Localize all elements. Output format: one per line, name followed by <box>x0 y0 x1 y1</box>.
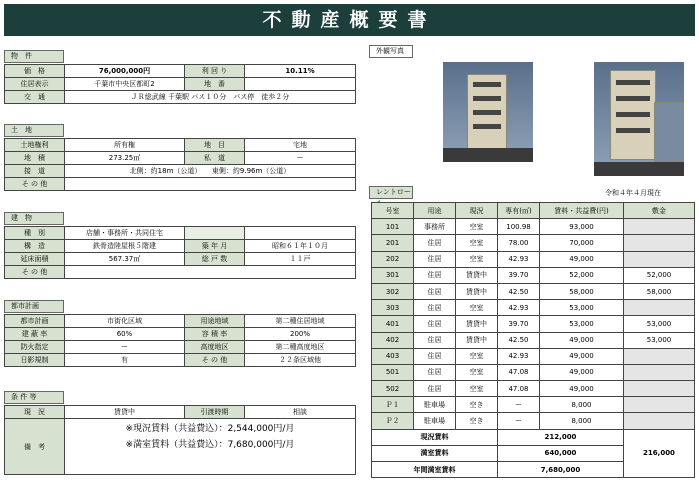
rent-roll-table <box>371 202 695 478</box>
lot-label: 地 番 <box>185 78 245 91</box>
rent-room: Ｐ１ <box>372 397 414 413</box>
rent-row <box>372 235 695 251</box>
status-label: 現 況 <box>5 406 65 419</box>
rent-amount: 52,000 <box>540 267 624 283</box>
rent-area: 42.93 <box>498 348 540 364</box>
rent-amount: 49,000 <box>540 364 624 380</box>
exterior-photo-2 <box>594 62 684 176</box>
rent-area: 42.93 <box>498 251 540 267</box>
height-value: 第二種高度地区 <box>245 341 356 354</box>
page-title: 不動産概要書 <box>4 4 695 36</box>
rent-room: 302 <box>372 283 414 299</box>
annual-rent-label: 年間満室賃料 <box>372 462 498 478</box>
rent-area: 39.70 <box>498 267 540 283</box>
rent-deposit: 53,000 <box>624 332 695 348</box>
height-label: 高度地区 <box>185 341 245 354</box>
frontage-label: 接 道 <box>5 165 65 178</box>
rent-amount: 49,000 <box>540 332 624 348</box>
handover-value: 相談 <box>245 406 356 419</box>
handover-label: 引渡時期 <box>185 406 245 419</box>
remark-full-rent: ※満室賃料（共益費込）：7,680,000円/月 <box>125 440 295 450</box>
exterior-photo-1 <box>443 62 533 162</box>
address-value: 千葉市中央区都町2 <box>65 78 185 91</box>
rent-room: 502 <box>372 381 414 397</box>
rent-row <box>372 300 695 316</box>
rent-use: 事務所 <box>414 219 456 235</box>
rent-status: 賃貸中 <box>456 332 498 348</box>
rent-area: 42.50 <box>498 332 540 348</box>
rent-status: 賃貸中 <box>456 267 498 283</box>
conditions-table <box>4 405 356 475</box>
land-area-label: 地 積 <box>5 152 65 165</box>
rent-header-cell: 号室 <box>372 203 414 219</box>
land-category-label: 地 目 <box>185 139 245 152</box>
deposit-total: 216,000 <box>624 429 695 478</box>
built-label: 築 年 月 <box>185 240 245 253</box>
rent-amount: 93,000 <box>540 219 624 235</box>
annual-rent-value: 7,680,000 <box>498 462 624 478</box>
rent-area: 42.93 <box>498 300 540 316</box>
built-value: 昭和６１年１０月 <box>245 240 356 253</box>
rent-status: 空き <box>456 397 498 413</box>
city-plan-value: 市街化区域 <box>65 315 185 328</box>
private-road-label: 私 道 <box>185 152 245 165</box>
planning-other-value: ２２条区域他 <box>245 354 356 367</box>
rent-area: 100.98 <box>498 219 540 235</box>
status-value: 賃貸中 <box>65 406 185 419</box>
rent-deposit <box>624 235 695 251</box>
rent-deposit <box>624 219 695 235</box>
full-rent-label: 満室賃料 <box>372 445 498 461</box>
rent-header-cell: 現況 <box>456 203 498 219</box>
rent-use: 住居 <box>414 251 456 267</box>
building-type-value: 店舗・事務所・共同住宅 <box>65 227 185 240</box>
price-value: 76,000,000円 <box>65 65 185 78</box>
rent-area: 47.08 <box>498 364 540 380</box>
full-rent-value: 640,000 <box>498 445 624 461</box>
rent-row <box>372 219 695 235</box>
rent-status: 空室 <box>456 348 498 364</box>
units-label: 総 戸 数 <box>185 253 245 266</box>
rent-amount: 8,000 <box>540 413 624 429</box>
building-table <box>4 226 356 279</box>
rent-use: 住居 <box>414 316 456 332</box>
photo-label: 外観写真 <box>369 45 413 58</box>
rent-amount: 8,000 <box>540 397 624 413</box>
building-other-label: そ の 他 <box>5 266 65 279</box>
rent-header-cell: 賃料・共益費(円) <box>540 203 624 219</box>
building-other-value <box>65 266 356 279</box>
rent-deposit <box>624 381 695 397</box>
rent-amount: 49,000 <box>540 251 624 267</box>
rent-room: 403 <box>372 348 414 364</box>
coverage-value: 60% <box>65 328 185 341</box>
rent-use: 住居 <box>414 364 456 380</box>
building-type-empty <box>245 227 356 240</box>
land-section-label: 土 地 <box>4 124 64 137</box>
structure-value: 鉄骨造陸屋根５階建 <box>65 240 185 253</box>
rent-amount: 49,000 <box>540 381 624 397</box>
rent-amount: 53,000 <box>540 300 624 316</box>
yield-label: 利 回 り <box>185 65 245 78</box>
rent-room: 401 <box>372 316 414 332</box>
planning-other-label: そ の 他 <box>185 354 245 367</box>
rent-room: 402 <box>372 332 414 348</box>
rent-status: 空き <box>456 413 498 429</box>
land-area-value: 273.25㎡ <box>65 152 185 165</box>
rent-status: 空室 <box>456 235 498 251</box>
transport-label: 交 通 <box>5 91 65 104</box>
private-road-value: ー <box>245 152 356 165</box>
rent-row <box>372 381 695 397</box>
rent-deposit <box>624 300 695 316</box>
floor-area-label: 延床面積 <box>5 253 65 266</box>
land-rights-value: 所有権 <box>65 139 185 152</box>
rent-area: ー <box>498 413 540 429</box>
units-value: １１戸 <box>245 253 356 266</box>
property-table <box>4 64 356 104</box>
rent-room: 101 <box>372 219 414 235</box>
rent-area: 39.70 <box>498 316 540 332</box>
land-rights-label: 土地権利 <box>5 139 65 152</box>
rent-room: 501 <box>372 364 414 380</box>
rent-header-row <box>372 203 695 219</box>
building-section-label: 建 物 <box>4 212 64 225</box>
rent-area: 78.00 <box>498 235 540 251</box>
structure-label: 構 造 <box>5 240 65 253</box>
planning-section-label: 都市計画 <box>4 300 64 313</box>
rent-row <box>372 251 695 267</box>
rent-status: 賃貸中 <box>456 316 498 332</box>
planning-table <box>4 314 356 367</box>
rent-deposit <box>624 348 695 364</box>
rent-amount: 49,000 <box>540 348 624 364</box>
shade-label: 日影規制 <box>5 354 65 367</box>
rent-row <box>372 397 695 413</box>
shade-value: 有 <box>65 354 185 367</box>
fire-value: ー <box>65 341 185 354</box>
rent-row <box>372 364 695 380</box>
rent-area: 47.08 <box>498 381 540 397</box>
rent-use: 住居 <box>414 235 456 251</box>
rent-status: 空室 <box>456 300 498 316</box>
rent-room: 303 <box>372 300 414 316</box>
rent-status: 空室 <box>456 381 498 397</box>
zoning-value: 第二種住居地域 <box>245 315 356 328</box>
building-type-spacer <box>185 227 245 240</box>
frontage-value: 北側：約18m（公道） 東側：約9.96m（公道） <box>65 165 356 178</box>
remarks-cell <box>65 419 356 475</box>
rent-status: 賃貸中 <box>456 283 498 299</box>
rent-summary-current <box>372 429 695 445</box>
far-value: 200% <box>245 328 356 341</box>
land-other-value <box>65 178 356 191</box>
rent-roll-label: レントロー <box>369 186 413 199</box>
rent-row <box>372 316 695 332</box>
conditions-section-label: 条 件 等 <box>4 391 64 404</box>
rent-area: ー <box>498 397 540 413</box>
rent-room: 202 <box>372 251 414 267</box>
rent-status: 空室 <box>456 219 498 235</box>
rent-deposit <box>624 251 695 267</box>
land-other-label: そ の 他 <box>5 178 65 191</box>
building-type-label: 種 別 <box>5 227 65 240</box>
land-table <box>4 138 356 191</box>
floor-area-value: 567.37㎡ <box>65 253 185 266</box>
far-label: 容 積 率 <box>185 328 245 341</box>
rent-roll-date: 令和４年４月現在 <box>605 189 661 197</box>
rent-use: 住居 <box>414 348 456 364</box>
rent-deposit <box>624 397 695 413</box>
rent-use: 駐車場 <box>414 413 456 429</box>
rent-area: 42.50 <box>498 283 540 299</box>
rent-row <box>372 348 695 364</box>
rent-deposit <box>624 364 695 380</box>
property-section-label: 物 件 <box>4 50 64 63</box>
fire-label: 防火指定 <box>5 341 65 354</box>
rent-use: 駐車場 <box>414 397 456 413</box>
rent-room: 301 <box>372 267 414 283</box>
land-category-value: 宅地 <box>245 139 356 152</box>
coverage-label: 建 蔽 率 <box>5 328 65 341</box>
rent-amount: 58,000 <box>540 283 624 299</box>
rent-row <box>372 283 695 299</box>
rent-use: 住居 <box>414 267 456 283</box>
current-rent-value: 212,000 <box>498 429 624 445</box>
rent-amount: 53,000 <box>540 316 624 332</box>
rent-row <box>372 413 695 429</box>
city-plan-label: 都市計画 <box>5 315 65 328</box>
current-rent-label: 現況賃料 <box>372 429 498 445</box>
rent-header-cell: 用途 <box>414 203 456 219</box>
transport-value: ＪＲ総武線 千葉駅 バス１０分 バス停 徒歩２分 <box>65 91 356 104</box>
rent-room: Ｐ２ <box>372 413 414 429</box>
zoning-label: 用途地域 <box>185 315 245 328</box>
rent-deposit <box>624 413 695 429</box>
price-label: 価 格 <box>5 65 65 78</box>
yield-value: 10.11% <box>245 65 356 78</box>
address-label: 住居表示 <box>5 78 65 91</box>
rent-deposit: 58,000 <box>624 283 695 299</box>
rent-deposit: 53,000 <box>624 316 695 332</box>
rent-room: 201 <box>372 235 414 251</box>
rent-status: 空室 <box>456 251 498 267</box>
rent-use: 住居 <box>414 300 456 316</box>
rent-deposit: 52,000 <box>624 267 695 283</box>
remarks-label: 備 考 <box>5 419 65 475</box>
rent-row <box>372 267 695 283</box>
lot-value <box>245 78 356 91</box>
rent-amount: 70,000 <box>540 235 624 251</box>
rent-use: 住居 <box>414 283 456 299</box>
rent-status: 空室 <box>456 364 498 380</box>
rent-header-cell: 専有(㎡) <box>498 203 540 219</box>
rent-use: 住居 <box>414 381 456 397</box>
rent-row <box>372 332 695 348</box>
remark-current-rent: ※現況賃料（共益費込）：2,544,000円/月 <box>125 424 295 434</box>
rent-header-cell: 敷金 <box>624 203 695 219</box>
rent-use: 住居 <box>414 332 456 348</box>
